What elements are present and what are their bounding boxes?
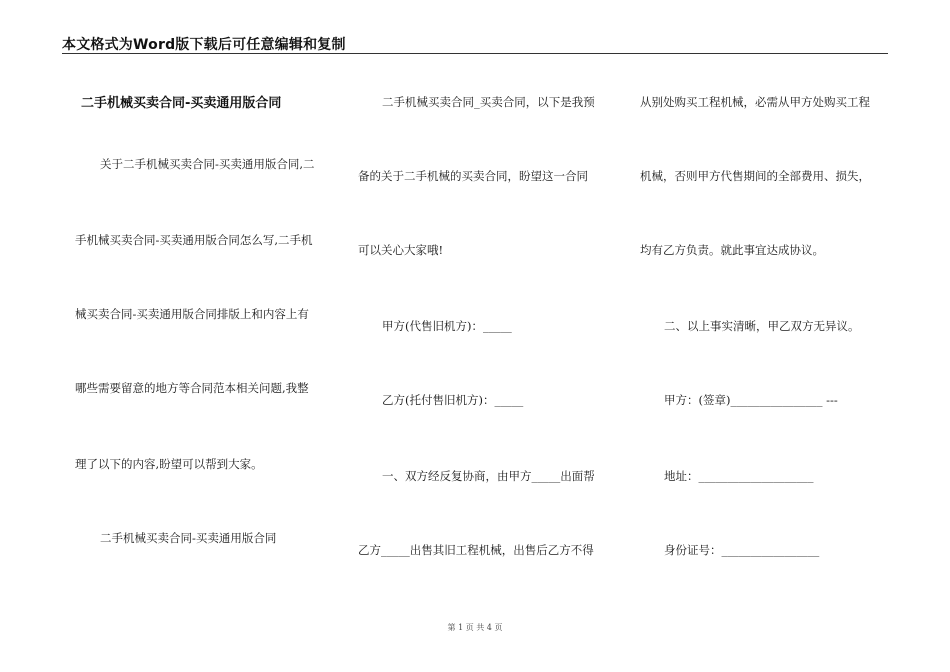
clause-line: 均有乙方负责。就此事宜达成协议。 [640,243,824,257]
paragraph-line: 备的关于二手机械的买卖合同，盼望这一合同 [358,169,588,183]
party-b-line: 乙方(托付售旧机方)：_____ [382,393,524,407]
text-column-1 [75,0,325,672]
paragraph-line: 二手机械买卖合同_买卖合同，以下是我预 [382,95,595,109]
paragraph-line: 可以关心大家哦! [358,243,444,257]
clause-line: 从别处购买工程机械，必需从甲方处购买工程 [640,95,870,109]
clause-line: 机械，否则甲方代售期间的全部费用、损失， [640,169,870,183]
paragraph-line: 手机械买卖合同-买卖通用版合同怎么写,二手机 [75,233,313,247]
clause-line: 一、双方经反复协商，由甲方_____出面帮 [382,469,595,483]
clause-line: 乙方_____出售其旧工程机械，出售后乙方不得 [358,543,594,557]
document-header: 本文格式为Word版下载后可任意编辑和复制 [62,37,346,53]
paragraph-line: 哪些需要留意的地方等合同范本相关问题,我整 [75,381,309,395]
signature-line: 甲方：(签章)________________ --- [664,393,838,407]
text-column-3 [640,0,890,672]
id-number-line: 身份证号：_________________ [664,543,820,557]
paragraph-line: 理了以下的内容,盼望可以帮到大家。 [75,457,263,471]
page-number: 第 1 页 共 4 页 [447,623,503,632]
paragraph-line: 械买卖合同-买卖通用版合同排版上和内容上有 [75,307,309,321]
text-column-2 [358,0,608,672]
address-line: 地址：____________________ [664,469,814,483]
paragraph-line: 关于二手机械买卖合同-买卖通用版合同,二 [100,157,315,171]
party-a-line: 甲方(代售旧机方)：_____ [382,319,512,333]
section-heading: 二手机械买卖合同-买卖通用版合同 [100,531,277,545]
clause-line: 二、以上事实清晰，甲乙双方无异议。 [664,319,860,333]
document-title: 二手机械买卖合同-买卖通用版合同 [81,96,282,111]
